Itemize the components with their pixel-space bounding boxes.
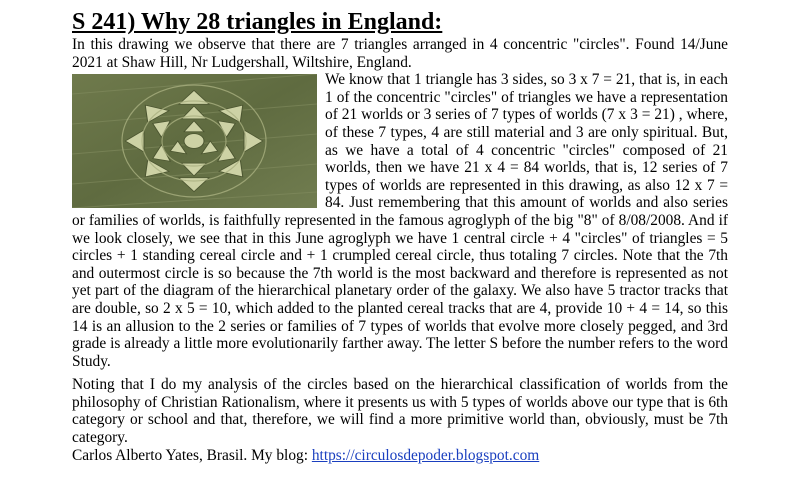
analysis-paragraph: We know that 1 triangle has 3 sides, so 3 x 7 = 21, that is, in each 1 of the concentric "circles" of triangles we have a representation of 21 worlds or 3 series of 7 types of worlds (7 x 3 = 21) , where, of these 7 types, 4 are still material and 3 are only spiritual. But, as we have a total of 4 concentric "circles" composed of 21 worlds, then we have 21 x 4 = 84 worlds, that is, 12 series of 7 types of worlds are represented in this drawing, as also 12 x 7 = 84. Just remembering that this amount of worlds and also series or families of worlds, is faithfully represented in the famous agroglyph of the big "8" of 8/08/2008. And if we look closely, we see that in this June agroglyph we have 1 central circle + 4 "circles" of triangles = 5 circles + 1 standing cereal circle and + 1 crumpled cereal circle, thus totaling 7 circles. Note that the 7th and outermost circle is so because the 7th world is the most backward and therefore is represented as not yet part of the diagram of the hierarchical planetary order of the galaxy. We also have 5 tractor tracks that are double, so 2 x 5 = 10, which added to the planted cereal tracks that are 4, provide 10 + 4 = 14, so this 14 is an allusion to the 2 series or families of 7 types of worlds that evolve more closely pegged, and 3rd grade is already a little more evolutionarily farther away. The letter S before the number refers to the word Study. — [72, 71, 728, 370]
document-title: S 241) Why 28 triangles in England: — [72, 9, 443, 35]
crop-circle-photo — [72, 74, 317, 208]
signature-text: Carlos Alberto Yates, Brasil. My blog: — [72, 446, 312, 464]
philosophy-paragraph: Noting that I do my analysis of the circles based on the hierarchical classification of worlds from the philosophy of Christian Rationalism, where it presents us with 5 types of worlds above our type that is 6th category or school and that, therefore, we will find a more primitive world than, obviously, must be 7th category. — [72, 376, 728, 447]
signature-line — [72, 447, 728, 465]
blog-link[interactable]: https://circulosdepoder.blogspot.com — [311, 446, 540, 464]
document-page — [72, 8, 728, 464]
analysis-section — [72, 71, 728, 370]
intro-paragraph: In this drawing we observe that there are 7 triangles arranged in 4 concentric "circles". Found 14/June 2021 at Shaw Hill, Nr Ludgershall, Wiltshire, England. — [72, 36, 728, 71]
